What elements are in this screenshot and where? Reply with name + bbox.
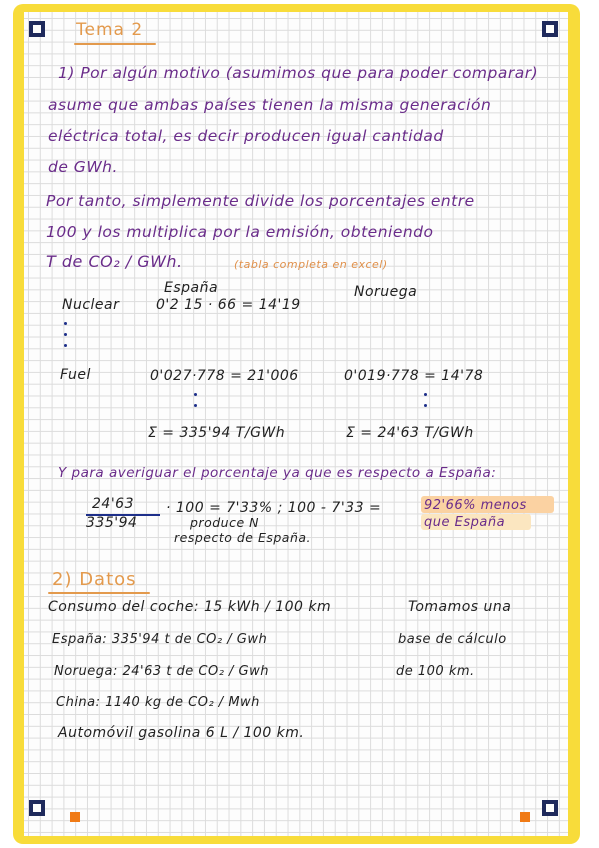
paragraph-line: T de CO₂ / GWh.: [46, 252, 183, 271]
fraction-numerator: 24'63: [92, 496, 134, 512]
column-header-spain: España: [164, 280, 219, 296]
respecto-label: respecto de España.: [174, 530, 312, 545]
data-line: Noruega: 24'63 t de CO₂ / Gwh: [54, 664, 270, 679]
orange-square-icon: [70, 812, 80, 822]
title-underline: [74, 43, 156, 45]
paragraph-line: 1) Por algún motivo (asumimos que para poder comparar): [58, 64, 539, 82]
side-note: base de cálculo: [398, 632, 507, 647]
paragraph-line: Por tanto, simplemente divide los porcentajes entre: [46, 192, 475, 210]
sum-spain: Σ = 335'94 T/GWh: [148, 425, 286, 441]
percent-calc: · 100 = 7'33% ; 100 - 7'33 =: [166, 500, 382, 516]
ellipsis-dots: [194, 393, 197, 415]
side-note: Tomamos una: [408, 599, 512, 615]
fraction-denominator: 335'94: [86, 515, 138, 531]
result-value: 92'66% menos: [424, 498, 527, 513]
ellipsis-dots: [64, 322, 67, 355]
side-note: de 100 km.: [396, 664, 475, 679]
percent-intro: Y para averiguar el porcentaje ya que es respecto a España:: [58, 465, 497, 481]
data-line: China: 1140 kg de CO₂ / Mwh: [56, 695, 260, 710]
paragraph-line: eléctrica total, es decir producen igual cantidad: [48, 127, 444, 145]
row-label-fuel: Fuel: [60, 367, 91, 383]
data-line: España: 335'94 t de CO₂ / Gwh: [52, 632, 268, 647]
produce-label: produce N: [190, 515, 259, 530]
data-line: Consumo del coche: 15 kWh / 100 km: [48, 599, 332, 615]
sum-norway: Σ = 24'63 T/GWh: [346, 425, 474, 441]
paragraph-line: de GWh.: [48, 158, 118, 176]
paragraph-line: asume que ambas países tienen la misma generación: [48, 96, 492, 114]
cell-nuclear-spain: 0'2 15 · 66 = 14'19: [156, 297, 301, 313]
data-line: Automóvil gasolina 6 L / 100 km.: [58, 725, 305, 741]
cell-fuel-spain: 0'027·778 = 21'006: [150, 368, 299, 384]
page-title: Tema 2: [76, 20, 144, 40]
column-header-norway: Noruega: [354, 284, 418, 300]
section-title: 2) Datos: [52, 569, 137, 590]
corner-marker-icon: [542, 21, 558, 37]
row-label-nuclear: Nuclear: [62, 297, 120, 313]
ellipsis-dots: [424, 393, 427, 415]
corner-marker-icon: [29, 21, 45, 37]
corner-marker-icon: [29, 800, 45, 816]
cell-fuel-norway: 0'019·778 = 14'78: [344, 368, 484, 384]
orange-square-icon: [520, 812, 530, 822]
notebook-page: [24, 12, 568, 836]
paragraph-line: 100 y los multiplica por la emisión, obteniendo: [46, 223, 434, 241]
excel-note: (tabla completa en excel): [234, 258, 388, 271]
result-value-2: que España: [424, 515, 506, 530]
corner-marker-icon: [542, 800, 558, 816]
section-underline: [48, 592, 150, 594]
